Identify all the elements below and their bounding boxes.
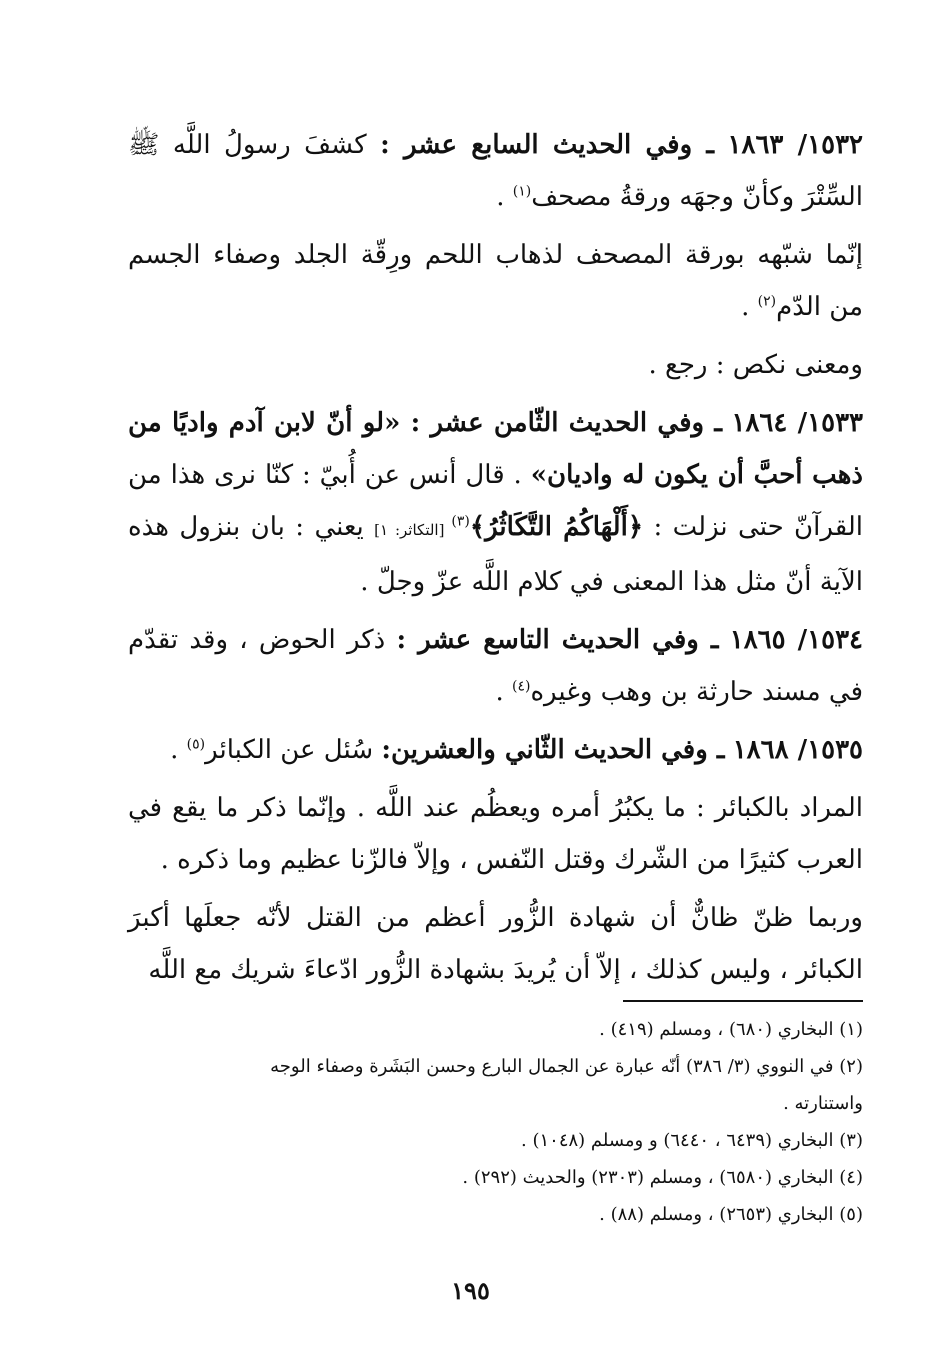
hadith-text: كشفَ رسولُ اللَّه ﷺ السِّتْرَ وكأنّ وجهَه ورقةُ مصحف [128,130,863,212]
hadith-1533 [128,397,863,608]
footnote-text: (٢) في النووي (٣/ ٣٨٦) أنّه عبارة عن الجمال البارع وحسن البَشَرة وصفاء الوجه [270,1056,863,1077]
hadith-text: ذكر الحوض ، وقد تقدّم في مسند حارثة بن وهب وغيره [128,625,863,707]
footnote-text: (٣) البخاري (٦٤٣٩ ، ٦٤٤٠) و ومسلم (١٠٤٨) . [521,1130,863,1151]
hadith-1534 [128,614,863,718]
hadith-text: يعني : بان بنزول هذه الآية أنّ مثل هذا المعنى في كلام اللَّه عزّ وجلّ . [128,512,863,597]
footnote-marker: (١) [512,183,532,200]
hadith-number: ١٥٣٣/ ١٨٦٤ [731,408,863,438]
hadith-number: ١٥٣٤/ ١٨٦٥ [729,625,863,655]
hadith-1532 [128,119,863,223]
footnote-marker: (٥) [186,736,206,753]
paragraph-text: ومعنى نكص : رجع . [648,350,863,380]
paragraph-text: إنّما شبّهه بورقة المصحف لذهاب اللحم ورِقّة الجلد وصفاء الجسم من الدّم [128,240,863,322]
footnote-text: (١) البخاري (٦٨٠) ، ومسلم (٤١٩) . [599,1019,863,1040]
footnote-3 [128,1127,863,1154]
period: . [170,735,187,765]
paragraph-text: وربما ظنّ ظانٌّ أن شهادة الزُّور أعظم من القتل لأنّه جعلَها أكبرَ الكبائر ، وليس كذلك ، إلاّ أن يُريدَ بشهادة الزُّور ادّعاءَ شريك مع اللَّه [128,903,863,985]
hadith-text: . قال أنس عن أُبيّ : كنّا نرى هذا من القرآنّ حتى نزلت : [128,460,864,542]
hadith-1535 [128,724,863,776]
page-number: ١٩٥ [451,1276,490,1305]
footnote-divider [623,1000,863,1002]
period: . [495,677,512,707]
verse-reference: [التكاثر: ١] [374,521,452,539]
footnote-marker: (٣) [451,513,470,530]
quran-verse: ﴿أَلْهَاكُمُ التَّكَاثُرُ﴾ [469,512,644,542]
hadith-quote: «لو أنّ لابن آدم واديًا من ذهب أحبَّ أن يكون له واديان» [128,408,863,490]
footnote-text: (٤) البخاري (٦٥٨٠) ، ومسلم (٢٣٠٣) والحديث (٢٩٢) . [462,1167,863,1188]
period: . [496,182,513,212]
footnote-text: (٥) البخاري (٢٦٥٣) ، ومسلم (٨٨) . [599,1204,863,1225]
hadith-title: ـ وفي الحديث الثّاني والعشرين: [381,735,725,765]
hadith-title: ـ وفي الحديث الثّامن عشر : [410,408,722,438]
hadith-number: ١٥٣٥/ ١٨٦٨ [732,735,863,765]
false-testimony-paragraph [128,892,863,996]
footnote-4 [128,1164,863,1191]
hadith-number: ١٥٣٢/ ١٨٦٣ [727,130,864,160]
hadith-title: ـ وفي الحديث التاسع عشر : [396,625,719,655]
hadith-text: سُئل عن الكبائر [205,735,382,765]
footnote-1 [128,1016,863,1043]
meaning-paragraph [128,339,863,391]
footnote-continuation: واستنارته . [783,1093,863,1114]
footnote-marker: (٤) [511,678,531,695]
paragraph-text: المراد بالكبائر : ما يكبُرُ أمره ويعظُم عند اللَّه . وإنّما ذكر ما يقع في العرب كثيرًا من الشّرك وقتل النّفس ، وإلاّ فالزّنا عظيم وما ذكره . [128,793,863,875]
hadith-title: ـ وفي الحديث السابع عشر : [380,130,715,160]
period: . [741,292,758,322]
kabair-paragraph [128,782,863,886]
footnote-5 [128,1201,863,1228]
footnote-marker: (٢) [757,293,777,310]
explanation-paragraph [128,229,863,333]
footnote-2 [128,1053,863,1117]
footnotes [128,1016,863,1238]
